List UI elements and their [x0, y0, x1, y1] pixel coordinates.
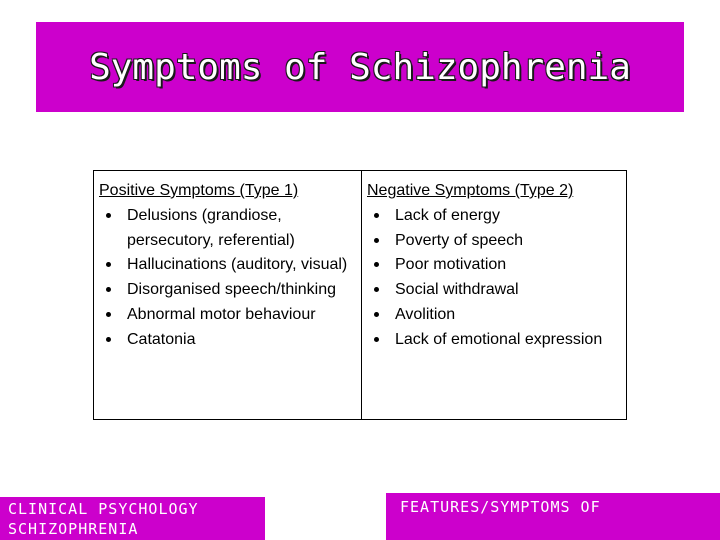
positive-symptoms-heading: Positive Symptoms (Type 1) — [99, 182, 299, 199]
list-item: Catatonia — [99, 328, 361, 353]
list-item: Social withdrawal — [367, 278, 626, 303]
list-item: Poor motivation — [367, 253, 626, 278]
footer-right-label: FEATURES/SYMPTOMS OF — [386, 493, 720, 540]
symptoms-table — [93, 170, 627, 420]
slide-title: Symptoms of Schizophrenia — [89, 46, 631, 88]
footer-left-label: CLINICAL PSYCHOLOGY SCHIZOPHRENIA — [0, 497, 265, 540]
list-item: Lack of emotional expression — [367, 328, 626, 353]
negative-symptoms-column — [362, 171, 626, 419]
list-item: Lack of energy — [367, 204, 626, 229]
list-item: Poverty of speech — [367, 229, 626, 254]
list-item: Delusions (grandiose, persecutory, referential) — [99, 204, 361, 254]
list-item: Hallucinations (auditory, visual) — [99, 253, 361, 278]
positive-symptoms-column — [94, 171, 362, 419]
positive-symptoms-list — [99, 204, 361, 353]
negative-symptoms-heading: Negative Symptoms (Type 2) — [367, 182, 574, 199]
title-banner — [36, 22, 684, 112]
list-item: Disorganised speech/thinking — [99, 278, 361, 303]
list-item: Abnormal motor behaviour — [99, 303, 361, 328]
list-item: Avolition — [367, 303, 626, 328]
negative-symptoms-list — [367, 204, 626, 353]
